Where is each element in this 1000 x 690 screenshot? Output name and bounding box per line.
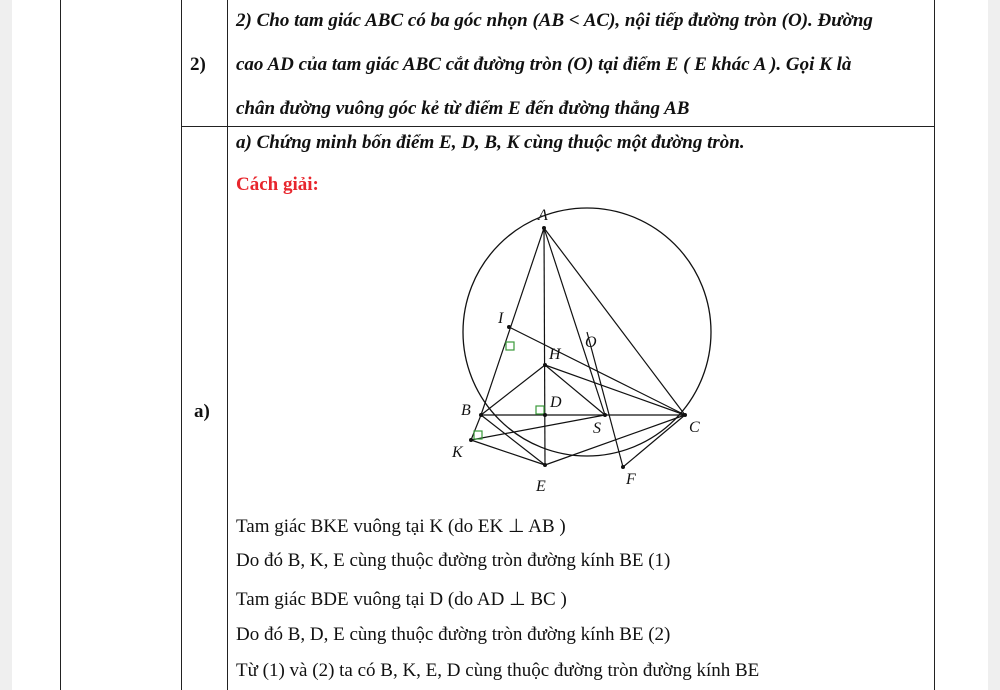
label-c: C bbox=[689, 419, 700, 436]
table-row-divider bbox=[181, 126, 935, 127]
label-h: H bbox=[549, 346, 561, 363]
segment-ab bbox=[481, 228, 544, 415]
label-d: D bbox=[550, 394, 562, 411]
point-f bbox=[621, 465, 625, 469]
solution-line-4: Do đó B, D, E cùng thuộc đường tròn đường kính BE (2) bbox=[236, 624, 671, 645]
table-col-divider-1 bbox=[181, 0, 182, 690]
point-e bbox=[543, 463, 547, 467]
segment-kb bbox=[471, 415, 481, 440]
segment-of bbox=[587, 332, 623, 467]
segment-ks bbox=[471, 415, 605, 440]
problem-line-1: 2) Cho tam giác ABC có ba góc nhọn (AB < AC), nội tiếp đường tròn (O). Đường bbox=[236, 10, 873, 31]
geometry-figure bbox=[440, 205, 730, 495]
label-f: F bbox=[626, 471, 636, 488]
label-e: E bbox=[536, 478, 546, 495]
section-number: 2) bbox=[190, 54, 206, 75]
label-k: K bbox=[452, 444, 463, 461]
problem-line-3: chân đường vuông góc kẻ từ điểm E đến đường thẳng AB bbox=[236, 98, 690, 119]
point-s bbox=[603, 413, 607, 417]
method-label: Cách giải: bbox=[236, 174, 319, 195]
label-a: A bbox=[538, 207, 548, 224]
table-right-border bbox=[934, 0, 935, 690]
segment-as bbox=[544, 228, 605, 415]
solution-line-5: Từ (1) và (2) ta có B, K, E, D cùng thuộc đường tròn đường kính BE bbox=[236, 660, 760, 681]
point-d bbox=[543, 413, 547, 417]
right-angle-mark-d bbox=[536, 406, 544, 414]
point-k bbox=[469, 438, 473, 442]
solution-line-3: Tam giác BDE vuông tại D (do AD ⊥ BC ) bbox=[236, 589, 567, 610]
altitude-ae bbox=[544, 228, 545, 465]
label-s: S bbox=[593, 420, 601, 437]
point-a bbox=[542, 226, 546, 230]
table-left-border bbox=[60, 0, 61, 690]
segment-cf bbox=[623, 415, 685, 467]
point-b bbox=[479, 413, 483, 417]
table-col-divider-2 bbox=[227, 0, 228, 690]
point-c bbox=[683, 413, 687, 417]
page-margin-right bbox=[988, 0, 1000, 690]
part-a-title: a) Chứng minh bốn điểm E, D, B, K cùng thuộc một đường tròn. bbox=[236, 132, 745, 153]
page-margin-left bbox=[0, 0, 12, 690]
part-label: a) bbox=[194, 401, 210, 422]
label-o: O bbox=[585, 334, 597, 351]
segment-be bbox=[481, 415, 545, 465]
point-i bbox=[507, 325, 511, 329]
label-i: I bbox=[498, 310, 504, 327]
solution-line-2: Do đó B, K, E cùng thuộc đường tròn đường kính BE (1) bbox=[236, 550, 671, 571]
right-angle-mark-i bbox=[506, 342, 514, 350]
label-b: B bbox=[461, 402, 471, 419]
segment-ac bbox=[544, 228, 685, 415]
segment-ch bbox=[545, 365, 685, 415]
problem-line-2: cao AD của tam giác ABC cắt đường tròn (O) tại điểm E ( E khác A ). Gọi K là bbox=[236, 54, 852, 75]
point-h bbox=[543, 363, 547, 367]
solution-line-1: Tam giác BKE vuông tại K (do EK ⊥ AB ) bbox=[236, 516, 566, 537]
